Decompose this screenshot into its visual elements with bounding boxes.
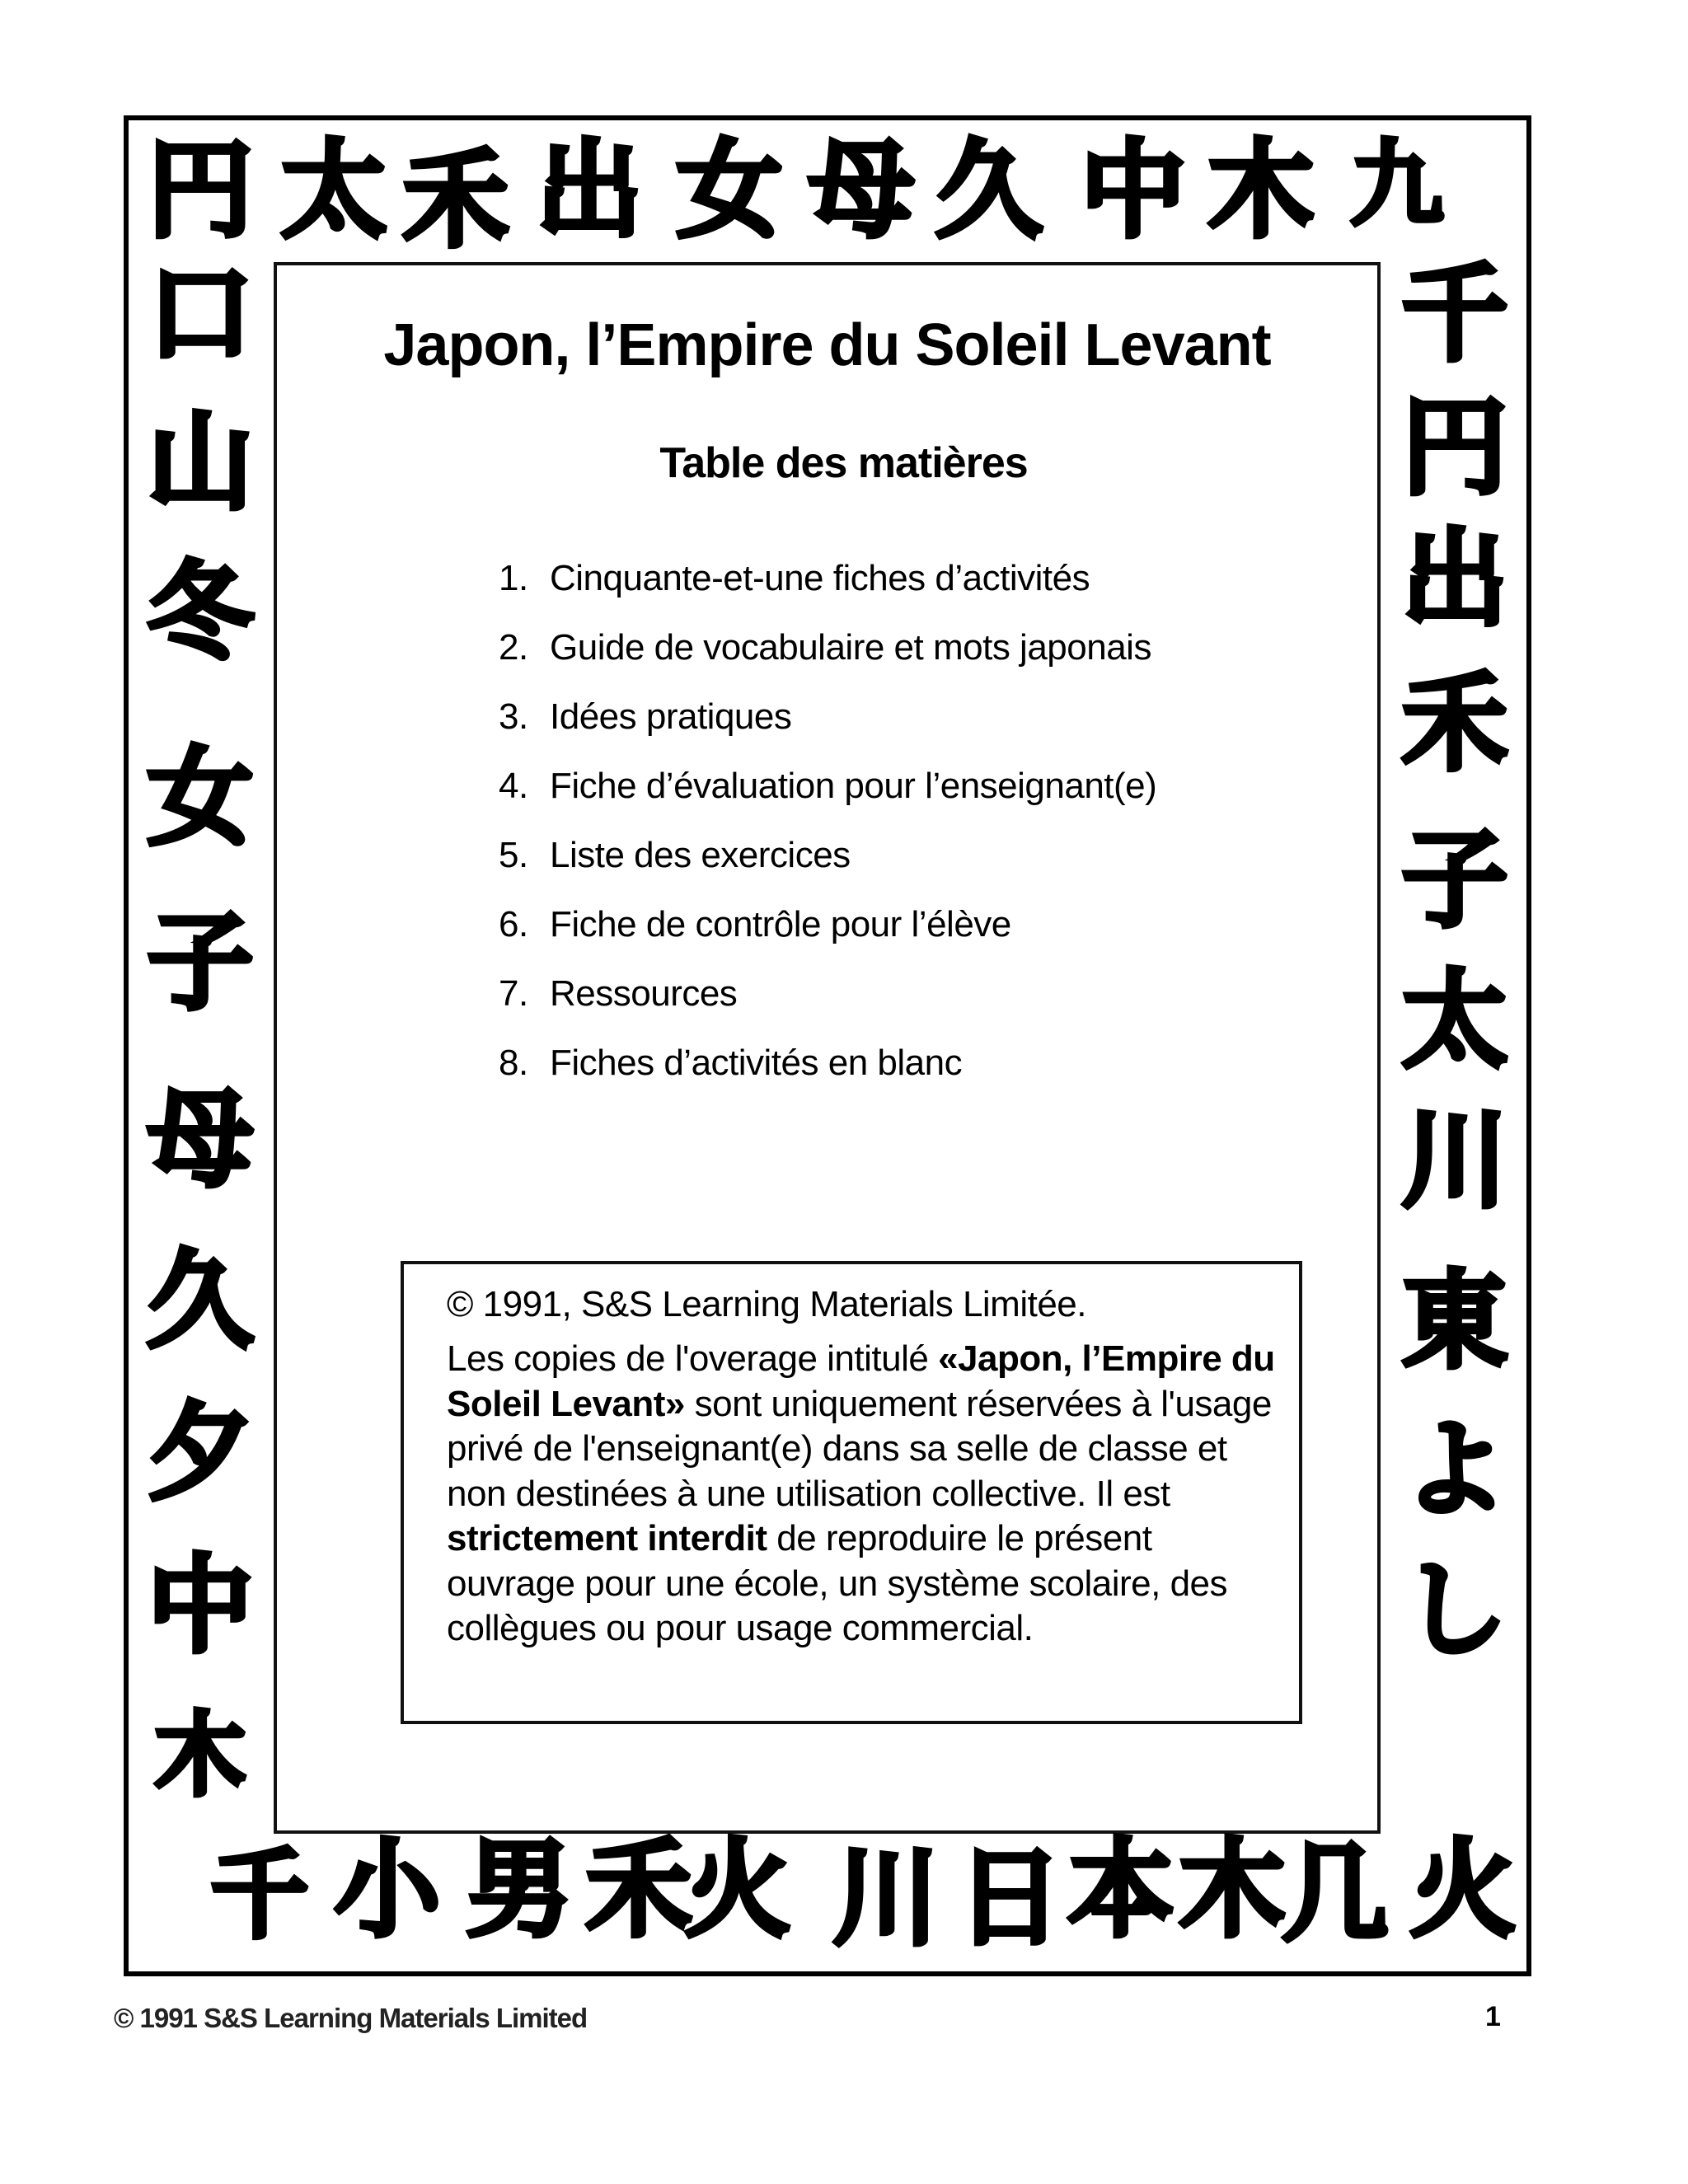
toc-item-label: Idées pratiques — [550, 696, 792, 737]
toc-item-label: Guide de vocabulaire et mots japonais — [550, 627, 1151, 668]
page-number: 1 — [1485, 2001, 1501, 2032]
kanji-char: 女 — [147, 737, 253, 860]
kanji-char: 山 — [147, 401, 253, 524]
toc-item — [499, 821, 1156, 890]
kanji-char: 中 — [1080, 129, 1186, 252]
toc-item — [499, 544, 1156, 613]
kanji-char: 禾 — [1401, 663, 1507, 785]
toc-item-label: Liste des exercices — [550, 835, 851, 875]
kanji-char: 夕 — [147, 1392, 253, 1515]
toc-item-number: 7. — [499, 973, 528, 1014]
kanji-char: 木 — [1207, 129, 1314, 252]
toc-item-number: 2. — [499, 627, 528, 668]
kanji-char: 母 — [808, 129, 914, 252]
toc-item — [499, 959, 1156, 1029]
footer-copyright: © 1991 S&S Learning Materials Limited — [114, 2003, 588, 2033]
kanji-char: 千 — [1401, 253, 1507, 376]
kanji-char: 火 — [1409, 1829, 1516, 1952]
notice-text: sont uniquement réservées à l'usage privé de l'enseignant(e) dans sa selle de classe et non destinées à une utilisation collective. Il est — [447, 1383, 1272, 1514]
toc-item-label: Fiche de contrôle pour l’élève — [550, 904, 1011, 944]
toc-item-label: Fiches d’activités en blanc — [550, 1043, 963, 1083]
kanji-char: 口 — [147, 253, 253, 376]
table-of-contents — [499, 544, 1156, 1098]
toc-item-number: 1. — [499, 558, 528, 598]
kanji-char: 几 — [1282, 1833, 1388, 1956]
notice-copyright-line: © 1991, S&S Learning Materials Limitée. — [447, 1284, 1087, 1324]
notice-book-title: «Japon, l’Empire du Soleil Levant» — [447, 1338, 1275, 1424]
toc-item-label: Cinquante-et-une fiches d’activités — [550, 558, 1090, 598]
notice-text: de reproduire le présent ouvrage pour une école, un système scolaire, des collègues ou pour usage commercial. — [447, 1518, 1228, 1648]
toc-item-number: 4. — [499, 766, 528, 806]
kanji-char: 木 — [155, 1703, 246, 1808]
toc-item — [499, 890, 1156, 959]
kanji-char: 日 — [956, 1837, 1062, 1960]
toc-item-label: Fiche d’évaluation pour l’enseignant(e) — [550, 766, 1157, 806]
toc-item-number: 6. — [499, 904, 528, 944]
kanji-char: 木 — [1179, 1829, 1285, 1952]
kanji-char: 本 — [1067, 1829, 1174, 1952]
kanji-char: 女 — [676, 129, 782, 252]
kanji-char: よ — [1401, 1408, 1507, 1531]
kanji-char: し — [1401, 1549, 1507, 1671]
toc-item — [499, 1029, 1156, 1098]
kanji-char: 出 — [536, 129, 642, 252]
kanji-char: 小 — [334, 1829, 440, 1952]
kanji-char: 東 — [1401, 1260, 1507, 1383]
toc-item-label: Ressources — [550, 973, 738, 1014]
notice-text: Les copies de l'overage intitulé — [447, 1338, 939, 1379]
notice-warning: strictement interdit — [447, 1518, 767, 1558]
kanji-char: 禾 — [402, 139, 509, 262]
toc-item-number: 5. — [499, 835, 528, 875]
kanji-char: 禾 — [585, 1829, 692, 1952]
kanji-char: 子 — [1401, 819, 1507, 942]
copyright-notice-box — [401, 1261, 1302, 1724]
kanji-char: 冬 — [147, 551, 253, 674]
kanji-char: 久 — [147, 1240, 253, 1362]
toc-heading: Table des matières — [659, 439, 1028, 487]
kanji-char: 円 — [1401, 387, 1507, 509]
toc-item-number: 8. — [499, 1043, 528, 1083]
kanji-char: 川 — [1401, 1099, 1507, 1222]
kanji-char: 川 — [832, 1837, 939, 1960]
kanji-char: 火 — [684, 1829, 790, 1952]
kanji-char: 中 — [147, 1544, 253, 1667]
notice-body — [447, 1337, 1279, 1652]
kanji-char: 男 — [466, 1829, 572, 1952]
kanji-char: 母 — [147, 1079, 253, 1202]
kanji-char: 久 — [935, 129, 1042, 252]
toc-item — [499, 682, 1156, 752]
toc-item-number: 3. — [499, 696, 528, 737]
kanji-char: 太 — [1401, 959, 1507, 1082]
kanji-char: 太 — [280, 129, 387, 252]
toc-item — [499, 752, 1156, 821]
page-title: Japon, l’Empire du Soleil Levant — [383, 312, 1271, 378]
kanji-char: 円 — [147, 129, 253, 252]
kanji-char: 出 — [1401, 518, 1507, 641]
kanji-char: 子 — [147, 902, 253, 1024]
kanji-char: 九 — [1351, 131, 1443, 238]
kanji-char: 千 — [210, 1838, 308, 1952]
toc-item — [499, 613, 1156, 682]
